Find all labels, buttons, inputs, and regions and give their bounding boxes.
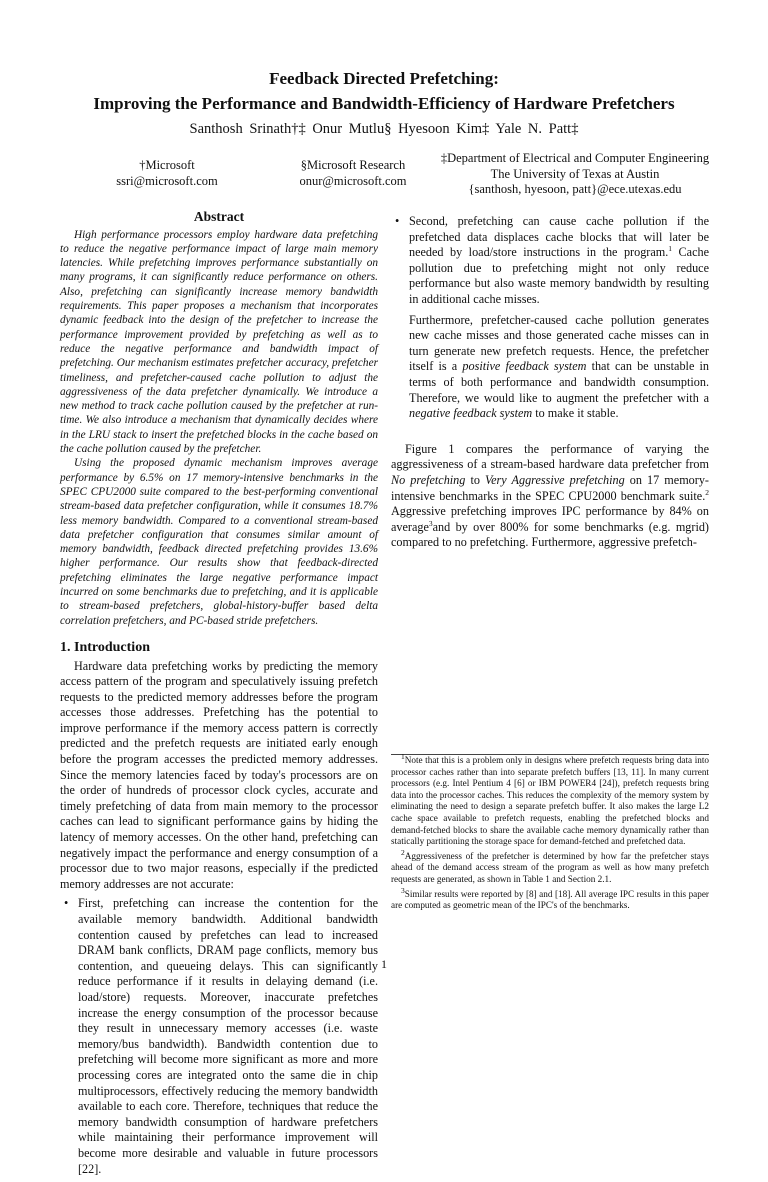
introduction-section bbox=[60, 640, 378, 1177]
footnote-marker: 3 bbox=[428, 518, 433, 528]
italic-term: negative feedback system bbox=[409, 406, 533, 421]
bullet-dot-icon: • bbox=[395, 214, 400, 228]
figure1-paragraph bbox=[391, 442, 709, 551]
text-run: that can be unstable in terms of both performance and bandwidth consumption. Therefore, we would like to augment the prefetcher with a bbox=[409, 359, 709, 405]
bullet-text: Second, prefetching can cause cache pollution if the prefetched data displaces cache blocks that will later be needed by load/store instructions in the program. bbox=[409, 214, 709, 260]
affiliation-univ: The University of Texas at Austin bbox=[490, 166, 660, 181]
text-run: Furthermore, prefetcher-caused cache pollution generates new cache misses and those generated cache misses can in turn generate new prefetch requests. Hence, the prefetcher itself is a bbox=[409, 312, 709, 374]
footnotes bbox=[391, 751, 709, 912]
furthermore-paragraph bbox=[391, 313, 709, 422]
bullet-text-tail: Cache pollution due to prefetching might not only reduce performance but also waste memory bandwidth by resulting in additional cache misses. bbox=[409, 245, 709, 306]
author-list: Santhosh Srinath†‡ Onur Mutlu§ Hyesoon Kim‡ Yale N. Patt‡ bbox=[189, 121, 579, 137]
bullet-list-continued bbox=[391, 214, 709, 308]
bullet-text: First, prefetching can increase the contention for the available memory bandwidth. Additional bandwidth contention caused by prefetches can lead to increased DRAM bank conflicts, DRAM page conflicts, memory bus contention, and queueing delays. This can significantly reduce performance if it results in delaying demand (i.e. load/store) requests. Moreover, inaccurate prefetches increase the energy consumption of the processor because they result in unnecessary memory accesses (i.e. waste memory/bus bandwidth). Bandwidth contention due to prefetching will become more significant as more and more processing cores are integrated onto the same die in chip multiprocessors, effectively reducing the memory bandwidth available to each core. Therefore, techniques that reduce the memory bandwidth consumption of hardware prefetchers while maintaining their performance improvement will become more desirable and valuable in future processors [22]. bbox=[78, 896, 378, 1176]
page-number: 1 bbox=[381, 957, 387, 971]
footnote-2 bbox=[391, 847, 709, 886]
italic-term: No prefetching bbox=[391, 472, 466, 487]
paper-title bbox=[40, 66, 728, 116]
footnote-number: 2 bbox=[401, 847, 405, 857]
right-column bbox=[391, 210, 709, 551]
bullet-list bbox=[60, 896, 378, 1177]
abstract-heading: Abstract bbox=[193, 209, 245, 224]
text-run: Figure 1 compares the performance of varying the aggressiveness of a stream-based hardware data prefetcher from bbox=[391, 441, 709, 472]
footnote-text: Aggressiveness of the prefetcher is determined by how far the prefetcher stays ahead of the demand access stream of the program as well as how many prefetch requests are generated, as shown in Table 1 and Section 2.1. bbox=[391, 850, 709, 884]
footnote-text: Similar results were reported by [8] and [18]. All average IPC results in this paper are computed as geometric mean of the IPC's of the benchmarks. bbox=[391, 888, 709, 911]
bullet-item-2 bbox=[391, 214, 709, 308]
abstract-paragraph-2: Using the proposed dynamic mechanism improves average performance by 6.5% on 17 memory-intensive benchmarks in the SPEC CPU2000 suite compared to the best-performing conventional stream-based data prefetcher configuration, while it consumes 18.7% less memory bandwidth. Compared to a conventional stream-based data prefetcher configuration that consumes similar amount of memory bandwidth, feedback directed prefetching provides 13.6% higher performance. Our results show that feedback-directed prefetching eliminates the large negative performance impact incurred on some benchmarks due to prefetching, and it is applicable to stream-based prefetchers, global-history-buffer based delta correlation prefetchers, and PC-based stride prefetchers. bbox=[60, 457, 378, 627]
footnote-text: Note that this is a problem only in designs where prefetch requests bring data into processor caches rather than into separate prefetch buffers [13, 11]. In many current processors (e.g. Intel Pentium 4 [6] or IBM POWER4 [24]), prefetch requests bring data into the processor caches. This reduces the complexity of the memory system by eliminating the need to design a separate prefetch buffer. It also makes the large L2 cache space available to prefetch requests, enabling the prefetched blocks and demand-fetched blocks to share the available cache memory dynamically rather than statically partitioning the storage space for demand-fetched and prefetched data. bbox=[391, 755, 709, 847]
abstract-paragraph-1: High performance processors employ hardware data prefetching to reduce the negative performance impact of large main memory latencies. While prefetching improves performance substantially on many programs, it can significantly reduce performance on others. Also, prefetching can significantly increase memory bandwidth requirements. This paper proposes a mechanism that incorporates dynamic feedback into the design of the prefetcher to increase the performance improvement provided by prefetching as well as to reduce the negative performance and bandwidth impact of prefetching. Our mechanism estimates prefetcher accuracy, prefetcher timeliness, and prefetcher-caused cache pollution to adjust the aggressiveness of the data prefetcher dynamically. We introduce a new method to track cache pollution caused by the prefetcher at run-time. We also introduce a mechanism that dynamically decides where in the LRU stack to insert the prefetched blocks in the cache based on the cache pollution caused by the prefetcher. bbox=[60, 228, 378, 456]
affiliation-email: ssri@microsoft.com bbox=[116, 173, 218, 188]
footnote-marker: 2 bbox=[705, 487, 709, 497]
affiliation-ut bbox=[430, 151, 720, 198]
affiliation-name: §Microsoft Research bbox=[300, 158, 406, 172]
bullet-item-1 bbox=[60, 896, 378, 1177]
affiliation-email: onur@microsoft.com bbox=[299, 173, 407, 188]
affiliation-name: †Microsoft bbox=[139, 158, 195, 172]
footnote-marker: 1 bbox=[668, 244, 673, 254]
affiliation-microsoft bbox=[92, 158, 242, 189]
abstract-section bbox=[60, 209, 378, 628]
footnote-1 bbox=[391, 751, 709, 848]
italic-term: positive feedback system bbox=[462, 359, 587, 374]
italic-term: Very Aggressive prefetching bbox=[485, 472, 625, 487]
intro-paragraph-1: Hardware data prefetching works by predicting the memory access pattern of the program and speculatively issuing prefetch requests to the predicted memory addresses before the program accesses those addresses. Prefetching has the potential to improve performance if the memory access pattern is correctly predicted and the prefetch requests are initiated early enough before the program accesses the predicted memory addresses. Since the memory latencies faced by today's processors are on the order of hundreds of processor clock cycles, accurate and timely prefetching of data from main memory to the processor caches can lead to significant performance gains by hiding the latency of memory accesses. On the other hand, prefetching can negatively impact the performance and energy consumption of a processor due to two major reasons, especially if the predicted memory addresses are not accurate: bbox=[60, 658, 378, 891]
affiliation-msr bbox=[268, 158, 438, 189]
title-line-2: Improving the Performance and Bandwidth-Efficiency of Hardware Prefetchers bbox=[93, 94, 675, 113]
left-column bbox=[60, 209, 378, 1182]
text-run: and by over 800% for some benchmarks (e.g. mgrid) compared to no prefetching. Furthermore, aggressive prefetch- bbox=[391, 519, 709, 550]
title-line-1: Feedback Directed Prefetching: bbox=[269, 69, 499, 88]
footnote-number: 1 bbox=[401, 751, 405, 761]
text-run: on 17 memory-intensive benchmarks in the SPEC CPU2000 benchmark suite. bbox=[391, 472, 709, 503]
text-run: Aggressive prefetching improves IPC performance by 84% on average bbox=[391, 504, 709, 534]
bullet-dot-icon: • bbox=[64, 896, 69, 911]
affiliation-dept: ‡Department of Electrical and Computer Engineering bbox=[440, 151, 710, 165]
affiliation-email: {santhosh, hyesoon, patt}@ece.utexas.edu bbox=[468, 182, 682, 196]
text-run: to bbox=[465, 472, 486, 487]
text-run: to make it stable. bbox=[532, 406, 619, 421]
footnote-3 bbox=[391, 885, 709, 912]
footnote-number: 3 bbox=[401, 885, 405, 895]
section-heading: 1. Introduction bbox=[60, 639, 150, 655]
